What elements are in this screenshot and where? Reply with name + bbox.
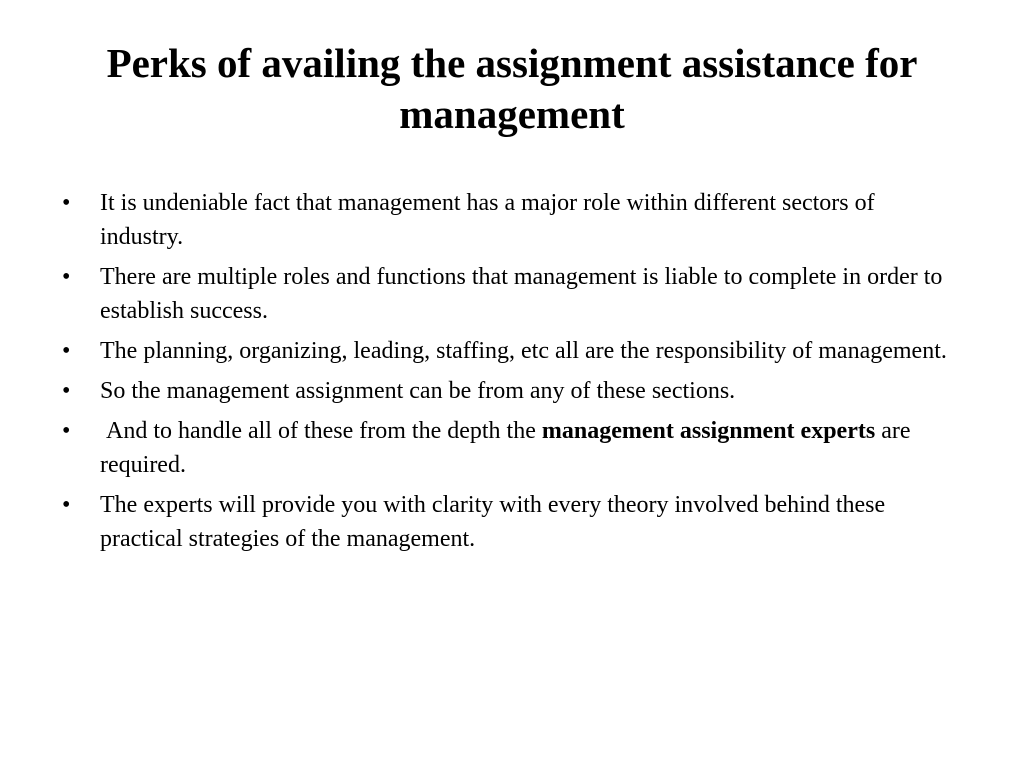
bullet-item <box>62 260 962 328</box>
bullet-item <box>62 186 962 254</box>
bullet-item <box>62 414 962 482</box>
bullet-item <box>62 488 962 556</box>
bullet-text: The experts will provide you with clarity with every theory involved behind these practical strategies of the management. <box>100 492 886 552</box>
bullet-item <box>62 334 962 368</box>
bullet-text: The planning, organizing, leading, staffing, etc all are the responsibility of management. <box>100 338 947 364</box>
slide-title: Perks of availing the assignment assistance for management <box>106 40 918 137</box>
bullet-icon: • <box>62 378 71 404</box>
bullet-text: It is undeniable fact that management has a major role within different sectors of industry. <box>100 190 875 250</box>
bullet-text: So the management assignment can be from any of these sections. <box>100 378 736 404</box>
bullet-text-before: And to handle all of these from the depth the <box>100 418 542 444</box>
bullet-icon: • <box>62 492 71 518</box>
bullet-icon: • <box>62 264 71 290</box>
bullet-text-after: are required. <box>100 418 911 478</box>
bullet-icon: • <box>62 190 71 216</box>
bullet-icon: • <box>62 338 71 364</box>
bullet-icon: • <box>62 418 71 444</box>
bullet-item <box>62 374 962 408</box>
bullet-text <box>100 418 910 478</box>
bullet-text: There are multiple roles and functions that management is liable to complete in order to establish success. <box>100 264 943 324</box>
bullet-text-bold: management assignment experts <box>541 418 876 444</box>
bullet-list <box>62 186 962 562</box>
